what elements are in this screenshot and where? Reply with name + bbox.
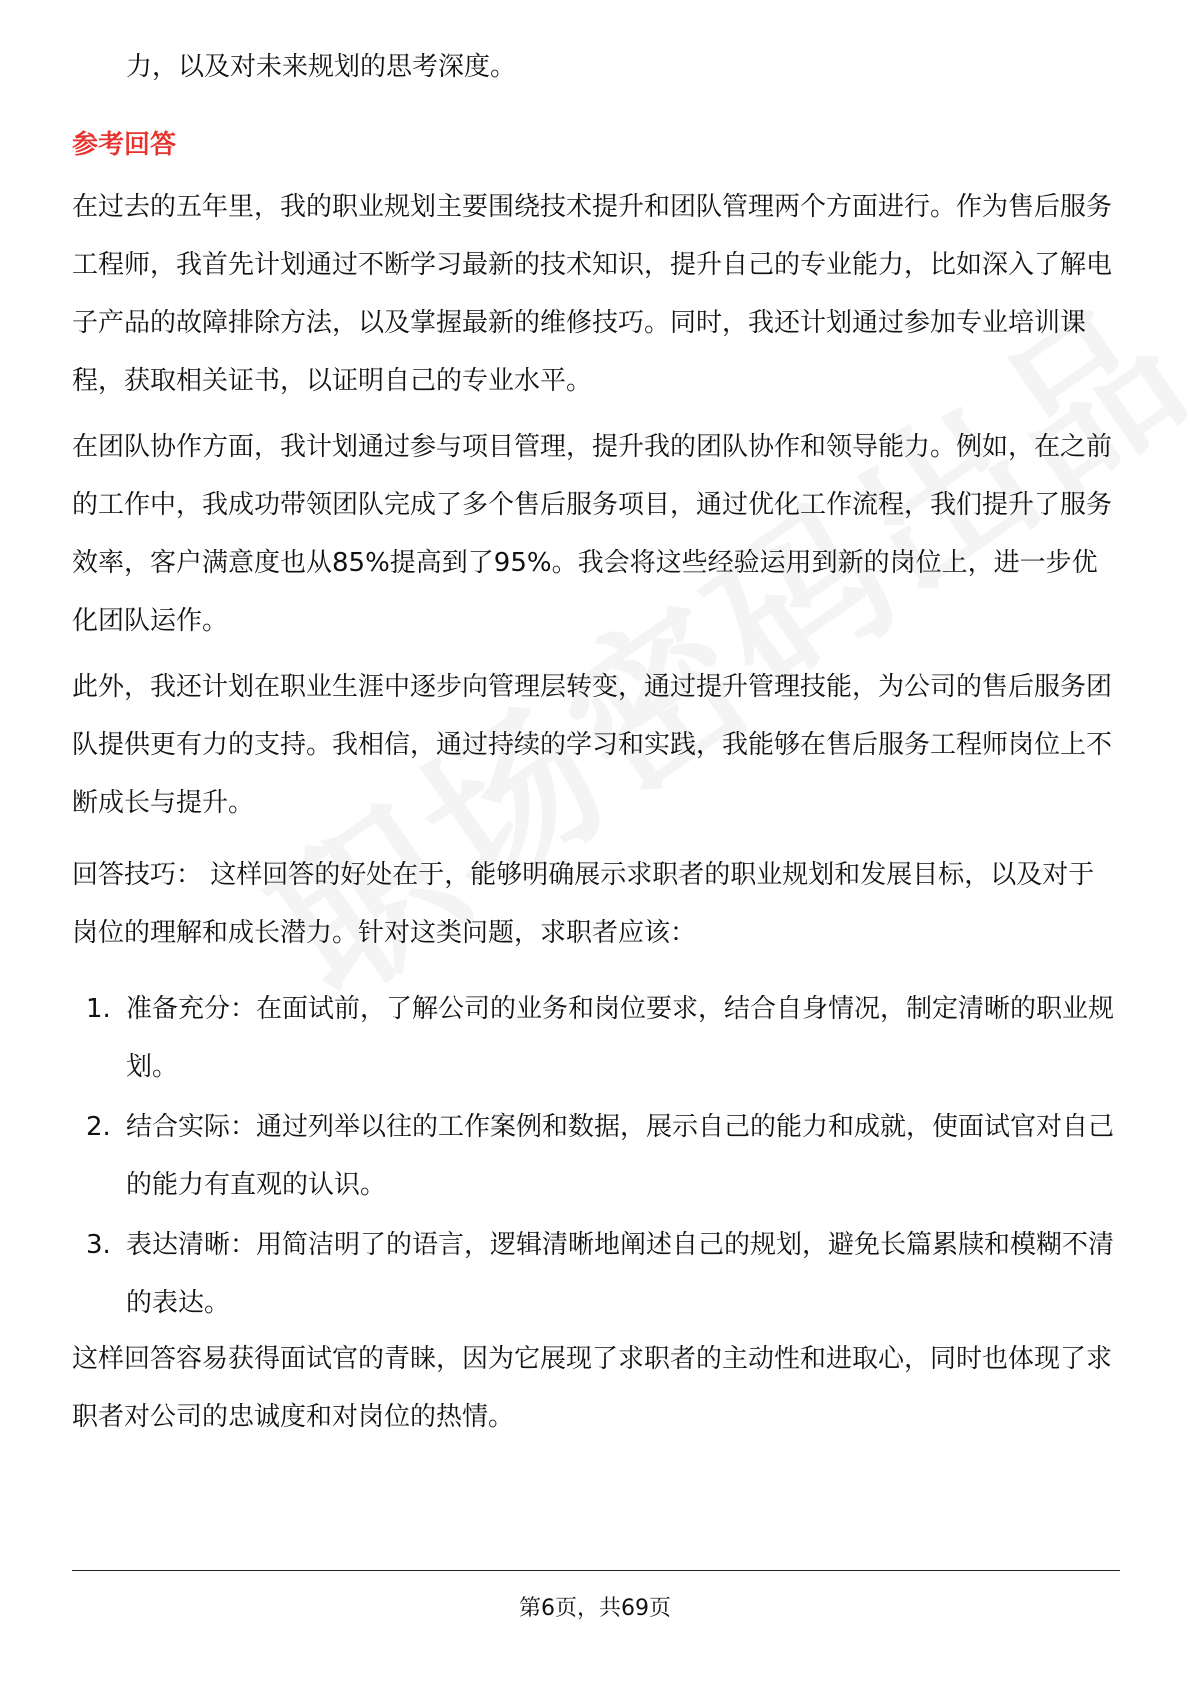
list-item-text: 准备充分：在面试前，了解公司的业务和岗位要求，结合自身情况，制定清晰的职业规划。 [126,994,1115,1082]
answer-paragraph-2: 在团队协作方面，我计划通过参与项目管理，提升我的团队协作和领导能力。例如，在之前的工作中，我成功带领团队完成了多个售后服务项目，通过优化工作流程，我们提升了服务效率，客户满意度也从85%提高到了95%。我会将这些经验运用到新的岗位上，进一步优化团队运作。 [72,432,1113,636]
footer-divider [72,1570,1120,1571]
list-item-text: 表达清晰：用简洁明了的语言，逻辑清晰地阐述自己的规划，避免长篇累牍和模糊不清的表达。 [126,1230,1115,1318]
list-item [72,980,1120,1096]
tips-list [72,980,1120,1334]
tips-intro-paragraph: 回答技巧： 这样回答的好处在于，能够明确展示求职者的职业规划和发展目标，以及对于岗位的理解和成长潜力。针对这类问题，求职者应该： [72,860,1095,948]
page-number: 第6页，共69页 [519,1596,671,1621]
list-item [72,1098,1120,1214]
list-item [72,1216,1120,1332]
list-item-number: 1. [86,994,111,1024]
section-heading: 参考回答 [72,130,177,160]
list-item-text: 结合实际：通过列举以往的工作案例和数据，展示自己的能力和成就，使面试官对自己的能力有直观的认识。 [126,1112,1115,1200]
lead-continuation: 力，以及对未来规划的思考深度。 [126,52,517,82]
answer-paragraph-1: 在过去的五年里，我的职业规划主要围绕技术提升和团队管理两个方面进行。作为售后服务工程师，我首先计划通过不断学习最新的技术知识，提升自己的专业能力，比如深入了解电子产品的故障排除方法，以及掌握最新的维修技巧。同时，我还计划通过参加专业培训课程，获取相关证书，以证明自己的专业水平。 [72,192,1113,396]
closing-paragraph: 这样回答容易获得面试官的青睐，因为它展现了求职者的主动性和进取心，同时也体现了求职者对公司的忠诚度和对岗位的热情。 [72,1344,1113,1432]
list-item-number: 3. [86,1230,111,1260]
answer-paragraph-3: 此外，我还计划在职业生涯中逐步向管理层转变，通过提升管理技能，为公司的售后服务团队提供更有力的支持。我相信，通过持续的学习和实践，我能够在售后服务工程师岗位上不断成长与提升。 [72,672,1113,818]
list-item-number: 2. [86,1112,111,1142]
